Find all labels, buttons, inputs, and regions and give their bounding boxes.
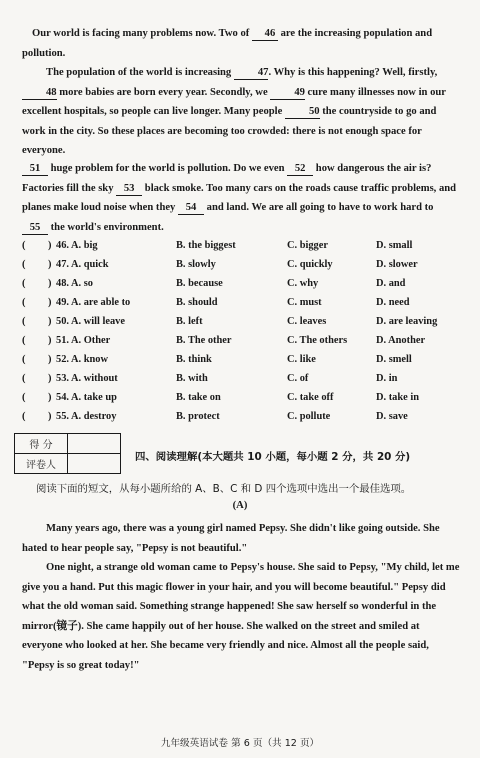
option-d: D. take in <box>376 392 420 403</box>
option-a-text: A. big <box>71 240 98 251</box>
option-d: D. smell <box>376 354 412 365</box>
answer-bracket-close: ) <box>48 411 52 422</box>
option-c: C. like <box>287 354 316 365</box>
option-a-text: A. know <box>71 354 108 365</box>
answer-bracket-open: ( <box>22 278 26 289</box>
section-title: 四、阅读理解(本大题共 10 小题，每小题 2 分，共 20 分) <box>135 451 411 463</box>
passage-paragraph-1: Many years ago, there was a young girl named Pepsy. She didn't like going outside. She hated to hear people say, "Pepsy is not beautiful." <box>22 523 440 554</box>
blank-51: 51 <box>22 162 48 176</box>
cloze-text: and land. We are all going to have to work hard to <box>204 202 434 213</box>
answer-bracket-open: ( <box>22 392 26 403</box>
cloze-text: Our world is facing many problems now. Two of <box>32 28 252 39</box>
cloze-paragraph-3 <box>22 159 460 237</box>
blank-48: 48 <box>22 86 57 100</box>
option-c: C. The others <box>287 335 348 346</box>
question-number: 52. <box>56 354 69 365</box>
cloze-text: black smoke. Too many cars on the roads cause traffic problems, and planes make loud noise when they <box>22 182 457 213</box>
answer-bracket-open: ( <box>22 316 26 327</box>
question-number: 51. <box>56 335 69 346</box>
option-row <box>22 293 462 312</box>
option-b: B. slowly <box>176 259 216 270</box>
question-number: 46. <box>56 240 69 251</box>
answer-bracket-close: ) <box>48 316 52 327</box>
blank-54: 54 <box>178 201 204 215</box>
option-a-text: A. so <box>71 278 93 289</box>
question-number: 53. <box>56 373 69 384</box>
blank-53: 53 <box>116 182 142 196</box>
option-a <box>56 331 110 350</box>
option-b: B. because <box>176 278 223 289</box>
option-b: B. think <box>176 354 212 365</box>
option-c: C. why <box>287 278 319 289</box>
question-number: 48. <box>56 278 69 289</box>
score-box <box>14 433 121 474</box>
cloze-text: how dangerous the air is? Factories fill the sky <box>22 163 432 194</box>
option-d: D. small <box>376 240 413 251</box>
option-a <box>56 236 98 255</box>
option-c: C. leaves <box>287 316 327 327</box>
blank-52: 52 <box>287 162 313 176</box>
answer-bracket-close: ) <box>48 259 52 270</box>
passage-paragraph-2: One night, a strange old woman came to Pepsy's house. She said to Pepsy, "My child, let me give you a hand. Put this magic flower in your hair, and you will become beautiful." Pepsy did what the old woman said. Something strange happened! She saw herself so wonderful in the mirror(镜子). She came happily out of her house. She walked on the street and smiled at everyone who looked at her. She became very friendly and nice. Almost all the people said, "Pepsy is so great today!" <box>22 562 460 671</box>
answer-bracket-open: ( <box>22 240 26 251</box>
option-a-text: A. destroy <box>71 411 117 422</box>
option-b: B. left <box>176 316 203 327</box>
answer-bracket-close: ) <box>48 297 52 308</box>
option-a <box>56 293 130 312</box>
option-a-text: A. will leave <box>71 316 125 327</box>
blank-50: 50 <box>285 105 320 119</box>
option-row <box>22 407 462 426</box>
option-a-text: A. Other <box>71 335 111 346</box>
option-b: B. with <box>176 373 208 384</box>
option-c: C. quickly <box>287 259 333 270</box>
option-a-text: A. take up <box>71 392 117 403</box>
grader-field[interactable] <box>68 454 121 474</box>
answer-bracket-open: ( <box>22 354 26 365</box>
answer-bracket-close: ) <box>48 373 52 384</box>
answer-bracket-close: ) <box>48 335 52 346</box>
option-b: B. should <box>176 297 218 308</box>
option-c: C. take off <box>287 392 334 403</box>
question-number: 47. <box>56 259 69 270</box>
score-field[interactable] <box>68 434 121 454</box>
option-d: D. and <box>376 278 406 289</box>
option-row <box>22 274 462 293</box>
option-row <box>22 236 462 255</box>
option-a-text: A. are able to <box>71 297 131 308</box>
option-row <box>22 331 462 350</box>
cloze-text: the countryside to go and work in the city. So these places are becoming too crowded: there is not enough space for everyone. <box>22 106 437 156</box>
option-d: D. are leaving <box>376 316 438 327</box>
option-b: B. the biggest <box>176 240 236 251</box>
blank-47: 47 <box>234 66 269 80</box>
options-list <box>22 236 462 426</box>
question-number: 50. <box>56 316 69 327</box>
answer-bracket-close: ) <box>48 392 52 403</box>
option-row <box>22 255 462 274</box>
option-c: C. bigger <box>287 240 328 251</box>
section-instruction: 阅读下面的短文，从每小题所给的 A、B、C 和 D 四个选项中选出一个最佳选项。 <box>36 483 412 495</box>
option-a <box>56 312 125 331</box>
option-c: C. of <box>287 373 309 384</box>
answer-bracket-open: ( <box>22 297 26 308</box>
option-c: C. must <box>287 297 322 308</box>
question-number: 49. <box>56 297 69 308</box>
blank-46: 46 <box>252 27 278 41</box>
option-a <box>56 369 118 388</box>
answer-bracket-open: ( <box>22 373 26 384</box>
answer-bracket-close: ) <box>48 278 52 289</box>
page-footer: 九年级英语试卷 第 6 页（共 12 页） <box>160 738 320 749</box>
option-a-text: A. quick <box>71 259 109 270</box>
cloze-text: cure many illnesses now in our excellent hospitals, so people can live longer. Many people <box>22 86 446 117</box>
answer-bracket-open: ( <box>22 259 26 270</box>
option-d: D. need <box>376 297 410 308</box>
passage-label: (A) <box>232 500 248 511</box>
option-b: B. The other <box>176 335 232 346</box>
option-a-text: A. without <box>71 373 118 384</box>
cloze-text: more babies are born every year. Secondly, we <box>56 86 271 98</box>
option-d: D. Another <box>376 335 426 346</box>
answer-bracket-open: ( <box>22 335 26 346</box>
option-c: C. pollute <box>287 411 331 422</box>
cloze-text: huge problem for the world is pollution. Do we even <box>48 163 288 174</box>
grader-label: 评卷人 <box>15 454 68 474</box>
question-number: 54. <box>56 392 69 403</box>
answer-bracket-close: ) <box>48 240 52 251</box>
cloze-text: The population of the world is increasing <box>46 67 234 78</box>
option-b: B. protect <box>176 411 220 422</box>
option-a <box>56 407 116 426</box>
cloze-paragraph-1 <box>22 24 460 63</box>
option-d: D. save <box>376 411 408 422</box>
cloze-paragraph-2 <box>22 63 460 161</box>
cloze-text: are the increasing population and pollution. <box>22 28 433 59</box>
cloze-text: . Why is this happening? Well, firstly, <box>268 67 438 78</box>
answer-bracket-open: ( <box>22 411 26 422</box>
score-label: 得 分 <box>15 434 68 454</box>
question-number: 55. <box>56 411 69 422</box>
blank-49: 49 <box>270 86 305 100</box>
option-row <box>22 350 462 369</box>
option-row <box>22 312 462 331</box>
answer-bracket-close: ) <box>48 354 52 365</box>
option-d: D. in <box>376 373 398 384</box>
option-a <box>56 388 117 407</box>
option-row <box>22 369 462 388</box>
option-row <box>22 388 462 407</box>
option-b: B. take on <box>176 392 221 403</box>
option-a <box>56 350 108 369</box>
option-a <box>56 255 109 274</box>
option-d: D. slower <box>376 259 418 270</box>
cloze-text: the world's environment. <box>48 221 164 233</box>
blank-55: 55 <box>22 221 48 235</box>
option-a <box>56 274 93 293</box>
